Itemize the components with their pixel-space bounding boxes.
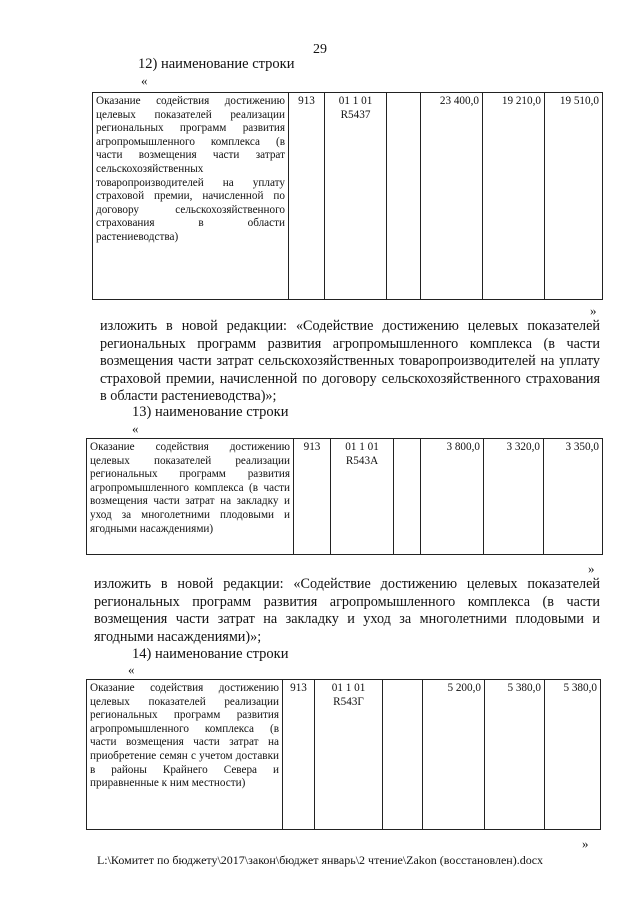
value-year-3: 19 510,0 (545, 93, 603, 300)
code-line-1: 01 1 01 (345, 441, 379, 453)
section-13-close-quote: » (588, 561, 595, 576)
section-13-heading: 13) наименование строки (132, 404, 289, 420)
value-year-2: 19 210,0 (483, 93, 545, 300)
row-description: Оказание содействия достижению целевых показателей реализации региональных программ развития агропромышленного комплекса (в части возмещения части затрат сельскохозяйственных товаропроизводителей на уплату страховой премии, начисленной по договору сельскохозяйственного страхования в области растениеводства) (93, 93, 289, 300)
footer-file-path: L:\Комитет по бюджету\2017\закон\бюджет январь\2 чтение\Zakon (восстановлен).docx (96, 853, 544, 867)
code-line-1: 01 1 01 (338, 95, 373, 107)
section-13-open-quote: « (132, 421, 139, 436)
value-year-1: 3 800,0 (421, 439, 484, 555)
value-year-3: 3 350,0 (544, 439, 603, 555)
empty-cell (394, 439, 421, 555)
table-row (87, 680, 601, 830)
table-row (93, 93, 603, 300)
row-description: Оказание содействия достижению целевых показателей реализации региональных программ развития агропромышленного комплекса (в части возмещения части затрат на закладку и уход за многолетними плодовыми и ягодными насаждениями) (87, 439, 294, 555)
code-line-2: R5437 (340, 108, 371, 121)
value-year-1: 5 200,0 (423, 680, 485, 830)
section-14-table (86, 679, 601, 830)
section-12-heading: 12) наименование строки (138, 56, 295, 72)
section-12-open-quote: « (141, 73, 148, 88)
section-12-new-text: изложить в новой редакции: «Содействие достижению целевых показателей региональных программ развития агропромышленного комплекса (в части возмещения части затрат сельскохозяйственных товаропроизводителей на уплату страховой премии, начисленной по договору сельскохозяйственного страхования в области растениеводства)»; (100, 318, 600, 405)
page-number: 29 (313, 42, 327, 57)
value-year-2: 5 380,0 (485, 680, 545, 830)
section-13-new-text: изложить в новой редакции: «Содействие достижению целевых показателей региональных программ развития агропромышленного комплекса (в части возмещения части затрат на закладку и уход за многолетними плодовыми и ягодными насаждениями)»; (94, 576, 600, 645)
ministry-code: 913 (283, 680, 315, 830)
section-13-table (86, 438, 603, 555)
code-line-2: R543A (345, 454, 379, 467)
section-14-close-quote: » (582, 836, 589, 851)
table-row (87, 439, 603, 555)
classification-code (315, 680, 383, 830)
ministry-code: 913 (294, 439, 331, 555)
code-line-2: R543Г (333, 695, 364, 708)
classification-code (331, 439, 394, 555)
section-14-open-quote: « (128, 662, 135, 677)
classification-code (325, 93, 387, 300)
section-12-close-quote: » (590, 303, 597, 318)
value-year-3: 5 380,0 (545, 680, 601, 830)
value-year-1: 23 400,0 (421, 93, 483, 300)
value-year-2: 3 320,0 (484, 439, 544, 555)
empty-cell (383, 680, 423, 830)
section-14-heading: 14) наименование строки (132, 646, 289, 662)
code-line-1: 01 1 01 (331, 682, 366, 694)
empty-cell (387, 93, 421, 300)
section-12-table (92, 92, 603, 300)
row-description: Оказание содействия достижению целевых показателей реализации региональных программ развития агропромышленного комплекса (в части возмещения части затрат на приобретение семян с учетом доставки в районы Крайнего Севера и приравненные к ним местности) (87, 680, 283, 830)
ministry-code: 913 (289, 93, 325, 300)
